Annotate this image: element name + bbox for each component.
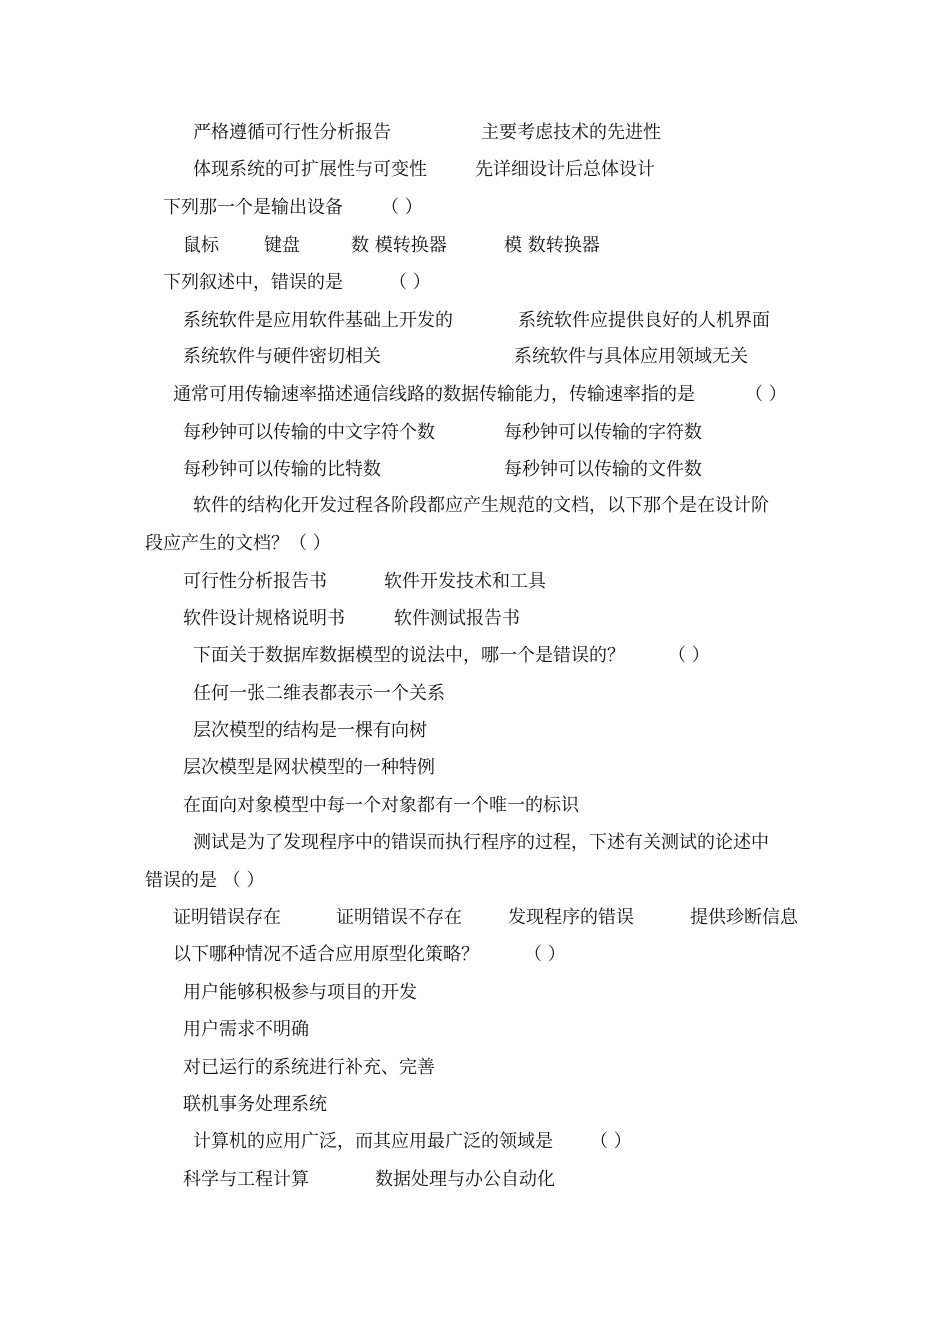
question-text: 软件的结构化开发过程各阶段都应产生规范的文档，以下那个是在设计阶 [193,495,769,516]
option-text: 对已运行的系统进行补充、完善 [183,1057,435,1078]
option-text: 任何一张二维表都表示一个关系 [193,683,445,704]
answer-blank: （ ） [389,272,431,293]
option-text: 证明错误存在 [173,907,281,928]
option-text: 科学与工程计算 [183,1169,309,1190]
option-text: 软件开发技术和工具 [384,571,546,592]
option-text: 软件测试报告书 [394,608,520,629]
question-text: 计算机的应用广泛，而其应用最广泛的领域是 [193,1131,553,1152]
option-text: 严格遵循可行性分析报告 [193,122,391,143]
option-text: 系统软件与具体应用领域无关 [514,346,748,367]
option-text: 系统软件与硬件密切相关 [183,346,381,367]
option-text: 数 模转换器 [351,235,447,256]
option-text: 鼠标 [183,235,219,256]
answer-blank: （ ） [381,197,423,218]
answer-blank: （ ） [668,645,710,666]
option-text: 证明错误不存在 [336,907,462,928]
option-text: 可行性分析报告书 [183,571,327,592]
answer-blank: （ ） [524,944,566,965]
option-text: 用户需求不明确 [183,1019,309,1040]
option-text: 数据处理与办公自动化 [375,1169,555,1190]
answer-blank: （ ） [590,1131,632,1152]
option-text: 层次模型的结构是一棵有向树 [193,720,427,741]
option-text: 体现系统的可扩展性与可变性 [193,159,427,180]
option-text: 系统软件是应用软件基础上开发的 [183,310,453,331]
option-text: 在面向对象模型中每一个对象都有一个唯一的标识 [183,795,579,816]
option-text: 用户能够积极参与项目的开发 [183,982,417,1003]
option-text: 层次模型是网状模型的一种特例 [183,757,435,778]
option-text: 软件设计规格说明书 [183,608,345,629]
question-text: 通常可用传输速率描述通信线路的数据传输能力，传输速率指的是 [173,384,695,405]
option-text: 主要考虑技术的先进性 [481,122,661,143]
question-text: 下列叙述中，错误的是 [163,272,343,293]
option-text: 系统软件应提供良好的人机界面 [518,310,770,331]
option-text: 先详细设计后总体设计 [475,159,655,180]
option-text: 发现程序的错误 [508,907,634,928]
option-text: 联机事务处理系统 [183,1094,327,1115]
option-text: 每秒钟可以传输的字符数 [504,422,702,443]
option-text: 每秒钟可以传输的文件数 [504,459,702,480]
question-text: 下列那一个是输出设备 [163,197,343,218]
question-text: 错误的是 （ ） [145,870,265,891]
option-text: 键盘 [264,235,300,256]
question-text: 测试是为了发现程序中的错误而执行程序的过程，下述有关测试的论述中 [193,832,769,853]
question-text: 以下哪种情况不适合应用原型化策略？ [173,944,479,965]
question-text: 段应产生的文档？（ ） [145,533,331,554]
option-text: 提供珍断信息 [690,907,798,928]
option-text: 每秒钟可以传输的比特数 [183,459,381,480]
question-text: 下面关于数据库数据模型的说法中，哪一个是错误的？ [193,645,625,666]
option-text: 每秒钟可以传输的中文字符个数 [183,422,435,443]
option-text: 模 数转换器 [504,235,600,256]
answer-blank: （ ） [745,384,787,405]
